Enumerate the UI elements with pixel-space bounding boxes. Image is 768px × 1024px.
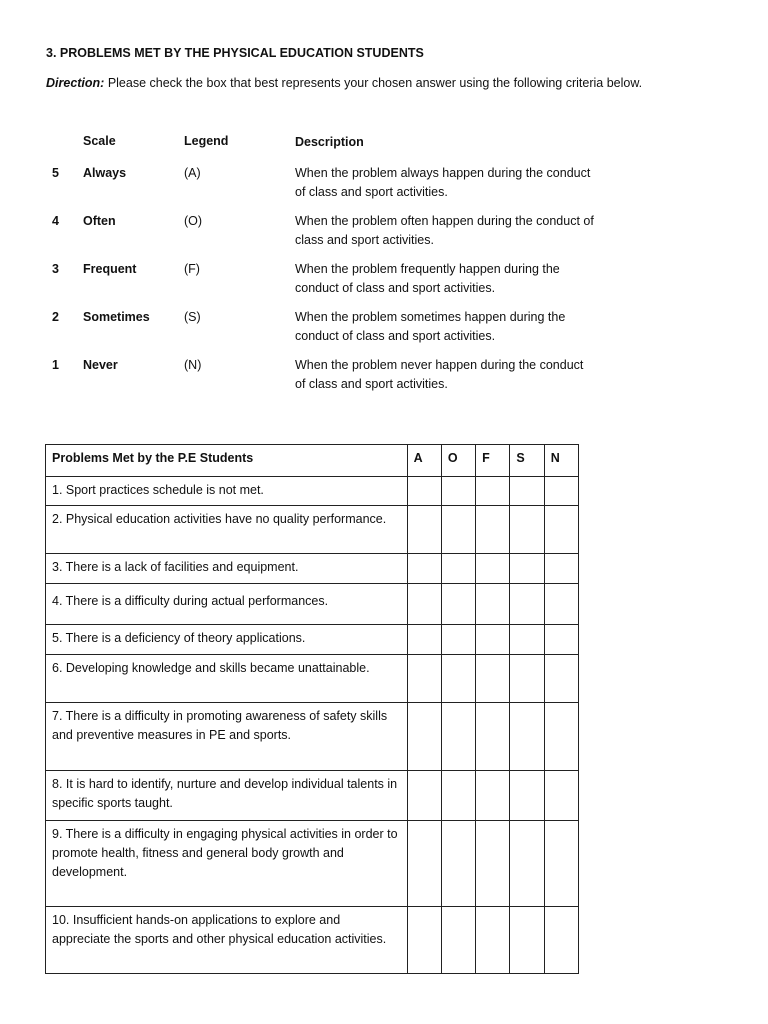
direction-body: Please check the box that best represents your chosen answer using the following criteria below. <box>104 76 643 90</box>
checkbox-often[interactable] <box>441 771 475 821</box>
legend-header-description: Description <box>295 135 364 149</box>
checkbox-never[interactable] <box>544 907 578 974</box>
legend-row-never <box>46 356 606 404</box>
legend-code: (S) <box>184 310 201 324</box>
checkbox-never[interactable] <box>544 477 578 506</box>
legend-scale: Never <box>83 358 118 372</box>
checkbox-often[interactable] <box>441 477 475 506</box>
section-heading: 3. PROBLEMS MET BY THE PHYSICAL EDUCATION STUDENTS <box>46 46 424 60</box>
legend-number: 2 <box>52 310 59 324</box>
checkbox-always[interactable] <box>407 477 441 506</box>
checkbox-never[interactable] <box>544 506 578 554</box>
problem-text: 7. There is a difficulty in promoting awareness of safety skills and preventive measures in PE and sports. <box>46 703 408 771</box>
problems-checklist-table <box>45 444 579 974</box>
problem-text: 3. There is a lack of facilities and equipment. <box>46 554 408 584</box>
checkbox-always[interactable] <box>407 584 441 625</box>
legend-row-always <box>46 164 606 212</box>
checkbox-never[interactable] <box>544 821 578 907</box>
checkbox-sometimes[interactable] <box>510 584 544 625</box>
checkbox-often[interactable] <box>441 907 475 974</box>
legend-scale: Always <box>83 166 127 180</box>
header-always: A <box>407 445 441 477</box>
table-row <box>46 584 579 625</box>
direction-text <box>46 76 642 90</box>
legend-row-frequent <box>46 260 606 308</box>
checkbox-always[interactable] <box>407 703 441 771</box>
legend-code: (O) <box>184 214 203 228</box>
checkbox-sometimes[interactable] <box>510 771 544 821</box>
checkbox-sometimes[interactable] <box>510 703 544 771</box>
table-row <box>46 655 579 703</box>
checkbox-frequent[interactable] <box>476 506 510 554</box>
checkbox-always[interactable] <box>407 506 441 554</box>
table-header-row <box>46 445 579 477</box>
legend-description: When the problem often happen during the conduct of class and sport activities. <box>295 214 594 247</box>
checkbox-always[interactable] <box>407 821 441 907</box>
legend-header-row <box>46 134 606 154</box>
checkbox-frequent[interactable] <box>476 771 510 821</box>
checkbox-sometimes[interactable] <box>510 506 544 554</box>
problem-text: 8. It is hard to identify, nurture and develop individual talents in specific sports taught. <box>46 771 408 821</box>
checkbox-frequent[interactable] <box>476 703 510 771</box>
table-row <box>46 506 579 554</box>
legend-code: (A) <box>184 166 201 180</box>
header-frequent: F <box>476 445 510 477</box>
checkbox-frequent[interactable] <box>476 584 510 625</box>
problem-text: 5. There is a deficiency of theory applications. <box>46 625 408 655</box>
checkbox-frequent[interactable] <box>476 821 510 907</box>
table-row <box>46 625 579 655</box>
legend-number: 1 <box>52 358 59 372</box>
checkbox-never[interactable] <box>544 554 578 584</box>
problem-text: 10. Insufficient hands-on applications to explore and appreciate the sports and other physical education activities. <box>46 907 408 974</box>
legend-number: 4 <box>52 214 59 228</box>
checkbox-frequent[interactable] <box>476 477 510 506</box>
problem-text: 2. Physical education activities have no quality performance. <box>46 506 408 554</box>
legend-row-often <box>46 212 606 260</box>
checkbox-sometimes[interactable] <box>510 625 544 655</box>
checkbox-always[interactable] <box>407 655 441 703</box>
legend-scale: Sometimes <box>83 310 150 324</box>
legend-description: When the problem never happen during the conduct of class and sport activities. <box>295 358 584 391</box>
checkbox-never[interactable] <box>544 625 578 655</box>
legend-header-scale: Scale <box>83 134 116 148</box>
checkbox-always[interactable] <box>407 554 441 584</box>
legend-header-legend: Legend <box>184 134 229 148</box>
direction-label: Direction: <box>46 76 105 90</box>
legend-description: When the problem always happen during the conduct of class and sport activities. <box>295 166 591 199</box>
checkbox-frequent[interactable] <box>476 655 510 703</box>
table-row <box>46 821 579 907</box>
table-row <box>46 703 579 771</box>
header-often: O <box>441 445 475 477</box>
checkbox-frequent[interactable] <box>476 554 510 584</box>
legend-scale: Frequent <box>83 262 137 276</box>
header-problems: Problems Met by the P.E Students <box>46 445 408 477</box>
legend-code: (F) <box>184 262 200 276</box>
checkbox-often[interactable] <box>441 625 475 655</box>
header-sometimes: S <box>510 445 544 477</box>
table-row <box>46 554 579 584</box>
table-row <box>46 477 579 506</box>
checkbox-sometimes[interactable] <box>510 907 544 974</box>
checkbox-frequent[interactable] <box>476 907 510 974</box>
table-row <box>46 771 579 821</box>
checkbox-always[interactable] <box>407 625 441 655</box>
checkbox-always[interactable] <box>407 771 441 821</box>
legend-description: When the problem frequently happen during the conduct of class and sport activities. <box>295 262 560 295</box>
checkbox-sometimes[interactable] <box>510 821 544 907</box>
problem-text: 6. Developing knowledge and skills became unattainable. <box>46 655 408 703</box>
checkbox-often[interactable] <box>441 821 475 907</box>
checkbox-often[interactable] <box>441 506 475 554</box>
legend-description: When the problem sometimes happen during the conduct of class and sport activities. <box>295 310 566 343</box>
checkbox-frequent[interactable] <box>476 625 510 655</box>
checkbox-never[interactable] <box>544 771 578 821</box>
legend-scale: Often <box>83 214 116 228</box>
checkbox-sometimes[interactable] <box>510 554 544 584</box>
legend-code: (N) <box>184 358 202 372</box>
problem-text: 1. Sport practices schedule is not met. <box>46 477 408 506</box>
table-row <box>46 907 579 974</box>
checkbox-always[interactable] <box>407 907 441 974</box>
header-never: N <box>544 445 578 477</box>
checkbox-often[interactable] <box>441 554 475 584</box>
problem-text: 4. There is a difficulty during actual performances. <box>46 584 408 625</box>
problem-text: 9. There is a difficulty in engaging physical activities in order to promote health, fitness and general body growth and development. <box>46 821 408 907</box>
legend-number: 3 <box>52 262 59 276</box>
checkbox-often[interactable] <box>441 703 475 771</box>
legend-row-sometimes <box>46 308 606 356</box>
scale-legend <box>46 134 606 404</box>
checkbox-never[interactable] <box>544 703 578 771</box>
legend-number: 5 <box>52 166 59 180</box>
checkbox-sometimes[interactable] <box>510 655 544 703</box>
checkbox-often[interactable] <box>441 584 475 625</box>
checkbox-never[interactable] <box>544 584 578 625</box>
checkbox-often[interactable] <box>441 655 475 703</box>
checkbox-sometimes[interactable] <box>510 477 544 506</box>
checkbox-never[interactable] <box>544 655 578 703</box>
